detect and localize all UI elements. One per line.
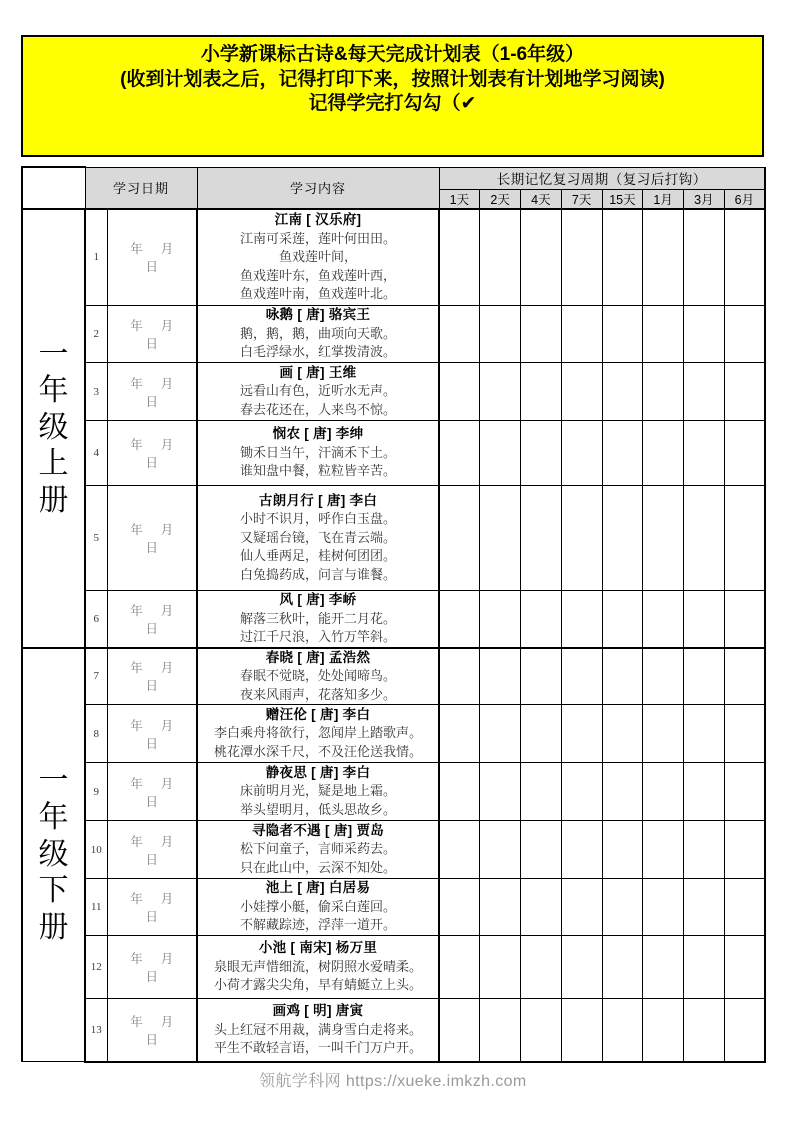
row-index-cell: 6 [85,591,107,648]
date-unit-year: 年 [130,834,143,849]
review-checkbox-cell-7天[interactable] [561,936,602,999]
row-index-cell: 13 [85,999,107,1062]
row-index-cell: 12 [85,936,107,999]
poem-body [198,610,438,647]
review-checkbox-cell-1月[interactable] [643,591,684,648]
date-unit-day: 日 [145,970,159,985]
review-checkbox-cell-1天[interactable] [439,999,480,1062]
study-date-cell[interactable] [107,421,197,486]
date-unit-month: 月 [160,242,174,257]
review-checkbox-cell-1月[interactable] [643,209,684,306]
date-unit-month: 月 [160,718,174,733]
grade-label-cell [22,209,85,648]
poem-line: 解落三秋叶，能开二月花。 [240,610,397,626]
poem-body [198,230,438,304]
header-corner-cell [22,167,85,209]
review-checkbox-cell-6月[interactable] [724,879,765,936]
header-interval-4d: 4天 [521,189,562,209]
poem-body [198,510,438,584]
review-checkbox-cell-6月[interactable] [724,486,765,591]
poem-line: 谁知盘中餐，粒粒皆辛苦。 [240,463,397,479]
review-checkbox-cell-2天[interactable] [480,936,521,999]
poem-body [198,667,438,704]
review-checkbox-cell-3月[interactable] [684,306,725,363]
date-unit-year: 年 [130,1014,143,1029]
review-checkbox-cell-1天[interactable] [439,209,480,306]
row-index-cell: 4 [85,421,107,486]
date-unit-day: 日 [145,852,159,867]
header-interval-3m: 3月 [684,189,725,209]
review-checkbox-cell-1月[interactable] [643,486,684,591]
poem-title: 江南 [ 汉乐府] [274,212,362,228]
study-date-cell[interactable] [107,936,197,999]
review-checkbox-cell-15天[interactable] [602,363,643,421]
review-checkbox-cell-4天[interactable] [521,705,562,763]
review-checkbox-cell-2天[interactable] [480,648,521,705]
review-checkbox-cell-15天[interactable] [602,879,643,936]
date-unit-day: 日 [145,679,159,694]
review-checkbox-cell-3月[interactable] [684,936,725,999]
review-checkbox-cell-2天[interactable] [480,591,521,648]
review-checkbox-cell-1天[interactable] [439,648,480,705]
title-banner [21,35,764,157]
study-date-cell[interactable] [107,591,197,648]
date-unit-year: 年 [130,892,143,907]
review-checkbox-cell-7天[interactable] [561,591,602,648]
header-study-content: 学习内容 [197,167,439,209]
table-row [22,209,765,306]
review-checkbox-cell-3月[interactable] [684,648,725,705]
review-checkbox-cell-4天[interactable] [521,879,562,936]
review-checkbox-cell-3月[interactable] [684,879,725,936]
header-interval-7d: 7天 [561,189,602,209]
date-unit-day: 日 [145,260,159,275]
poem-line: 春去花还在，人来鸟不惊。 [240,401,397,417]
review-checkbox-cell-7天[interactable] [561,363,602,421]
page-title-line-1: 小学新课标古诗&每天完成计划表（1-6年级） [200,44,585,65]
review-checkbox-cell-1月[interactable] [643,821,684,879]
review-checkbox-cell-1月[interactable] [643,936,684,999]
review-checkbox-cell-1月[interactable] [643,421,684,486]
review-checkbox-cell-7天[interactable] [561,705,602,763]
review-checkbox-cell-7天[interactable] [561,763,602,821]
date-unit-year: 年 [130,718,143,733]
review-checkbox-cell-7天[interactable] [561,999,602,1062]
poem-title: 春晓 [ 唐] 孟浩然 [265,649,371,665]
review-checkbox-cell-15天[interactable] [602,209,643,306]
review-checkbox-cell-6月[interactable] [724,763,765,821]
poem-content-cell [197,591,439,648]
poem-body [198,444,438,481]
date-unit-day: 日 [145,456,159,470]
date-unit-year: 年 [130,319,143,333]
poem-line: 只在此山中，云深不知处。 [240,859,397,875]
review-checkbox-cell-1月[interactable] [643,648,684,705]
review-checkbox-cell-1天[interactable] [439,936,480,999]
poem-title: 悯农 [ 唐] 李绅 [272,426,364,442]
table-body [22,209,765,1062]
poem-line: 鱼戏莲叶南，鱼戏莲叶北。 [240,286,397,302]
review-checkbox-cell-1天[interactable] [439,306,480,363]
review-checkbox-cell-6月[interactable] [724,306,765,363]
date-unit-month: 月 [160,523,174,537]
poem-line: 举头望明月，低头思故乡。 [240,801,397,817]
poem-title: 赠汪伦 [ 唐] 李白 [265,706,371,722]
header-interval-1d: 1天 [439,189,480,209]
header-review-cycle: 长期记忆复习周期（复习后打钩） [439,167,765,189]
grade-label-cell [22,648,85,1062]
poem-content-cell [197,209,439,306]
poem-title: 静夜思 [ 唐] 李白 [265,764,371,780]
date-unit-year: 年 [130,242,143,257]
review-checkbox-cell-1天[interactable] [439,763,480,821]
row-index-cell: 3 [85,363,107,421]
review-checkbox-cell-6月[interactable] [724,999,765,1062]
page-title-line-2: (收到计划表之后，记得打印下来，按照计划表有计划地学习阅读) [120,68,665,90]
row-index-cell: 8 [85,705,107,763]
date-unit-day: 日 [145,910,159,925]
review-checkbox-cell-3月[interactable] [684,999,725,1062]
study-date-cell[interactable] [107,363,197,421]
poem-title: 画鸡 [ 明] 唐寅 [272,1003,364,1019]
poem-content-cell [197,306,439,363]
date-unit-year: 年 [130,661,143,676]
row-index-cell: 7 [85,648,107,705]
study-date-cell[interactable] [107,648,197,705]
poem-content-cell [197,486,439,591]
poem-title: 小池 [ 南宋] 杨万里 [258,940,378,956]
poem-title: 古朗月行 [ 唐] 李白 [258,492,378,508]
poem-line: 白兔捣药成，问言与谁餐。 [240,566,397,582]
poem-body [198,898,438,935]
review-checkbox-cell-2天[interactable] [480,705,521,763]
date-unit-day: 日 [145,621,159,636]
header-study-date: 学习日期 [85,167,197,209]
table-row [22,363,765,421]
review-checkbox-cell-15天[interactable] [602,705,643,763]
poem-title: 池上 [ 唐] 白居易 [265,880,371,896]
study-date-cell[interactable] [107,999,197,1062]
poem-line: 远看山有色，近听水无声。 [240,383,397,399]
table-row [22,999,765,1062]
date-unit-month: 月 [160,376,174,391]
review-checkbox-cell-2天[interactable] [480,879,521,936]
review-checkbox-cell-15天[interactable] [602,821,643,879]
review-checkbox-cell-3月[interactable] [684,486,725,591]
poem-content-cell [197,936,439,999]
review-checkbox-cell-6月[interactable] [724,936,765,999]
table-row [22,421,765,486]
page-title-line-3: 记得学完打勾勾（✔ [308,93,477,115]
table-row [22,306,765,363]
watermark-text: 领航学科网 https://xueke.imkzh.com [259,1073,527,1090]
poem-body [198,1021,438,1058]
poem-line: 又疑瑶台镜，飞在青云端。 [240,529,397,545]
poem-content-cell [197,999,439,1062]
review-checkbox-cell-2天[interactable] [480,363,521,421]
review-checkbox-cell-6月[interactable] [724,705,765,763]
review-checkbox-cell-6月[interactable] [724,209,765,306]
review-checkbox-cell-7天[interactable] [561,486,602,591]
row-index-cell: 5 [85,486,107,591]
poem-title: 画 [ 唐] 王维 [279,364,357,380]
date-unit-month: 月 [160,319,174,333]
review-checkbox-cell-1天[interactable] [439,486,480,591]
poem-line: 泉眼无声惜细流，树阴照水爱晴柔。 [214,958,423,974]
poem-title: 咏鹅 [ 唐] 骆宾王 [265,307,371,323]
poem-line: 松下问童子，言师采药去。 [240,841,397,857]
poem-body [198,840,438,877]
review-checkbox-cell-15天[interactable] [602,648,643,705]
study-date-cell[interactable] [107,306,197,363]
review-checkbox-cell-2天[interactable] [480,999,521,1062]
review-checkbox-cell-3月[interactable] [684,209,725,306]
poem-content-cell [197,821,439,879]
poem-content-cell [197,705,439,763]
date-unit-month: 月 [160,438,174,452]
row-index-cell: 10 [85,821,107,879]
date-unit-day: 日 [145,794,159,809]
date-unit-month: 月 [160,892,174,907]
review-checkbox-cell-15天[interactable] [602,763,643,821]
table-row [22,486,765,591]
review-checkbox-cell-7天[interactable] [561,306,602,363]
review-checkbox-cell-1天[interactable] [439,821,480,879]
table-row [22,648,765,705]
table-row [22,936,765,999]
date-unit-day: 日 [145,337,159,351]
review-checkbox-cell-4天[interactable] [521,821,562,879]
study-date-cell[interactable] [107,486,197,591]
poem-body [198,724,438,761]
study-plan-table [21,166,766,1063]
review-checkbox-cell-2天[interactable] [480,486,521,591]
review-checkbox-cell-7天[interactable] [561,648,602,705]
review-checkbox-cell-1月[interactable] [643,306,684,363]
header-interval-1m: 1月 [643,189,684,209]
poem-line: 白毛浮绿水，红掌拨清波。 [240,344,397,360]
review-checkbox-cell-3月[interactable] [684,763,725,821]
date-unit-month: 月 [160,776,174,791]
review-checkbox-cell-4天[interactable] [521,421,562,486]
review-checkbox-cell-4天[interactable] [521,209,562,306]
review-checkbox-cell-15天[interactable] [602,591,643,648]
study-date-cell[interactable] [107,821,197,879]
date-unit-year: 年 [130,952,143,967]
review-checkbox-cell-4天[interactable] [521,363,562,421]
header-interval-6m: 6月 [724,189,765,209]
table-row [22,591,765,648]
table-row [22,821,765,879]
poem-line: 仙人垂两足，桂树何团团。 [240,548,397,564]
review-checkbox-cell-1月[interactable] [643,763,684,821]
review-checkbox-cell-3月[interactable] [684,705,725,763]
date-unit-year: 年 [130,523,143,537]
review-checkbox-cell-1月[interactable] [643,999,684,1062]
header-interval-2d: 2天 [480,189,521,209]
review-checkbox-cell-6月[interactable] [724,821,765,879]
review-checkbox-cell-15天[interactable] [602,486,643,591]
row-index-cell: 9 [85,763,107,821]
review-checkbox-cell-4天[interactable] [521,936,562,999]
table-row [22,879,765,936]
poem-line: 平生不敢轻言语，一叫千门万户开。 [214,1040,423,1056]
poem-line: 鱼戏莲叶东，鱼戏莲叶西， [240,267,397,283]
review-checkbox-cell-6月[interactable] [724,363,765,421]
row-index-cell: 2 [85,306,107,363]
date-unit-year: 年 [130,438,143,452]
review-checkbox-cell-1天[interactable] [439,421,480,486]
poem-line: 过江千尺浪，入竹万竿斜。 [240,629,397,645]
review-checkbox-cell-4天[interactable] [521,591,562,648]
poem-line: 锄禾日当午，汗滴禾下土。 [240,444,397,460]
review-checkbox-cell-3月[interactable] [684,591,725,648]
table-row [22,763,765,821]
study-date-cell[interactable] [107,763,197,821]
poem-body [198,782,438,819]
poem-line: 春眠不觉晓，处处闻啼鸟。 [240,668,397,684]
poem-title: 风 [ 唐] 李峤 [279,592,357,607]
review-checkbox-cell-2天[interactable] [480,306,521,363]
header-row-top [22,167,765,189]
poem-line: 头上红冠不用裁，满身雪白走将来。 [214,1021,423,1037]
table-header [22,167,765,209]
date-unit-year: 年 [130,376,143,391]
poem-line: 桃花潭水深千尺，不及汪伦送我情。 [214,743,423,759]
study-date-cell[interactable] [107,209,197,306]
review-checkbox-cell-2天[interactable] [480,763,521,821]
review-checkbox-cell-3月[interactable] [684,421,725,486]
date-unit-month: 月 [160,834,174,849]
review-checkbox-cell-2天[interactable] [480,821,521,879]
poem-content-cell [197,363,439,421]
header-interval-15d: 15天 [602,189,643,209]
poem-body [198,382,438,419]
review-checkbox-cell-1天[interactable] [439,591,480,648]
row-index-cell: 1 [85,209,107,306]
review-checkbox-cell-15天[interactable] [602,306,643,363]
review-checkbox-cell-15天[interactable] [602,421,643,486]
date-unit-day: 日 [145,541,159,555]
review-checkbox-cell-4天[interactable] [521,306,562,363]
grade-label-vertical-text: 一 年 级 上 册 [38,337,69,517]
poem-body [198,325,438,362]
review-checkbox-cell-4天[interactable] [521,648,562,705]
review-checkbox-cell-6月[interactable] [724,648,765,705]
review-checkbox-cell-7天[interactable] [561,209,602,306]
poem-line: 小荷才露尖尖角，早有蜻蜓立上头。 [214,977,423,993]
poem-content-cell [197,763,439,821]
date-unit-day: 日 [145,394,159,409]
review-checkbox-cell-7天[interactable] [561,821,602,879]
review-checkbox-cell-2天[interactable] [480,209,521,306]
review-checkbox-cell-6月[interactable] [724,421,765,486]
review-checkbox-cell-15天[interactable] [602,936,643,999]
date-unit-month: 月 [160,952,174,967]
poem-line: 李白乘舟将欲行，忽闻岸上踏歌声。 [214,725,423,741]
review-checkbox-cell-15天[interactable] [602,999,643,1062]
poem-line: 不解藏踪迹，浮萍一道开。 [240,917,397,933]
review-checkbox-cell-3月[interactable] [684,363,725,421]
review-checkbox-cell-1月[interactable] [643,705,684,763]
poem-line: 鹅，鹅，鹅，曲项向天歌。 [240,325,397,341]
review-checkbox-cell-1月[interactable] [643,363,684,421]
date-unit-day: 日 [145,1032,159,1047]
review-checkbox-cell-1天[interactable] [439,705,480,763]
date-unit-year: 年 [130,603,143,618]
poem-title: 寻隐者不遇 [ 唐] 贾岛 [251,822,385,838]
date-unit-month: 月 [160,661,174,676]
review-checkbox-cell-2天[interactable] [480,421,521,486]
study-date-cell[interactable] [107,879,197,936]
date-unit-year: 年 [130,776,143,791]
poem-line: 床前明月光，疑是地上霜。 [240,783,397,799]
poem-line: 小娃撑小艇，偷采白莲回。 [240,898,397,914]
date-unit-month: 月 [160,603,174,618]
poem-content-cell [197,421,439,486]
date-unit-month: 月 [160,1014,174,1029]
review-checkbox-cell-1天[interactable] [439,363,480,421]
review-checkbox-cell-1天[interactable] [439,879,480,936]
review-checkbox-cell-3月[interactable] [684,821,725,879]
review-checkbox-cell-1月[interactable] [643,879,684,936]
table-row [22,705,765,763]
study-date-cell[interactable] [107,705,197,763]
review-checkbox-cell-4天[interactable] [521,763,562,821]
grade-label-vertical-text: 一 年 级 下 册 [38,764,69,944]
date-unit-day: 日 [145,736,159,751]
poem-line: 夜来风雨声，花落知多少。 [240,686,397,702]
poem-line: 小时不识月，呼作白玉盘。 [240,511,397,527]
poem-content-cell [197,648,439,705]
review-checkbox-cell-7天[interactable] [561,879,602,936]
review-checkbox-cell-6月[interactable] [724,591,765,648]
poem-body [198,958,438,995]
review-checkbox-cell-4天[interactable] [521,999,562,1062]
poem-line: 鱼戏莲叶间， [279,249,358,265]
poem-line: 江南可采莲，莲叶何田田。 [240,230,397,246]
row-index-cell: 11 [85,879,107,936]
review-checkbox-cell-7天[interactable] [561,421,602,486]
poem-content-cell [197,879,439,936]
review-checkbox-cell-4天[interactable] [521,486,562,591]
